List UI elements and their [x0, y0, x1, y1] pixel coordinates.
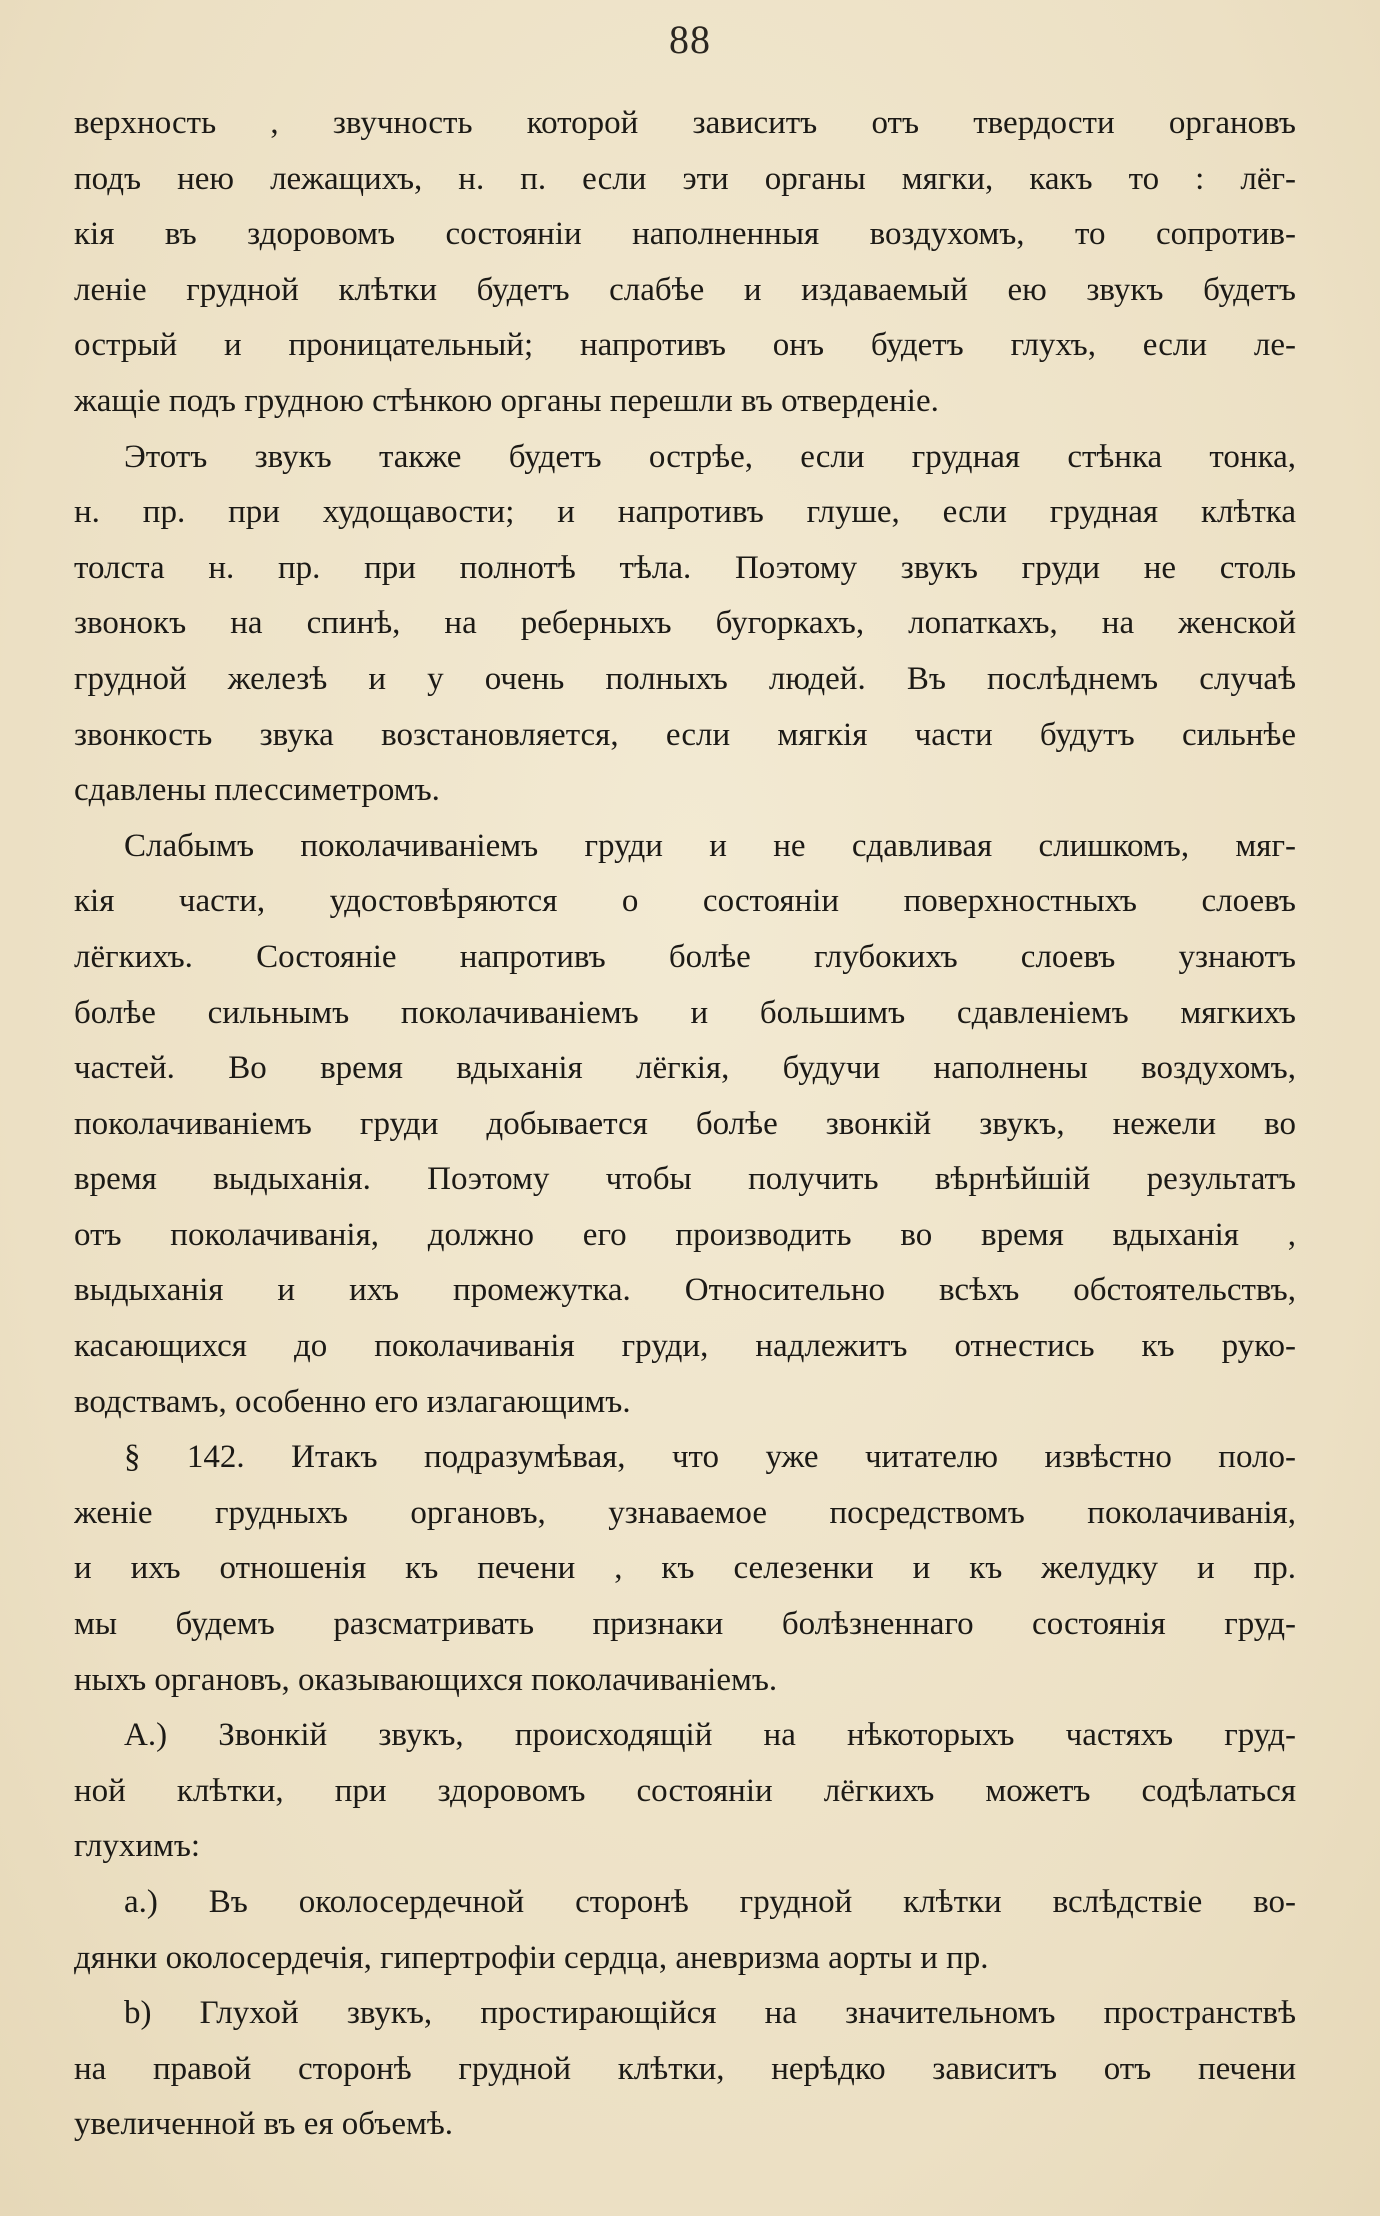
paragraph — [74, 1986, 1296, 2153]
paragraph — [74, 1875, 1296, 1986]
page-number: 88 — [669, 17, 711, 62]
text-line: ныхъ органовъ, оказывающихся поколачиваніемъ. — [74, 1661, 778, 1698]
text-line: кія въ здоровомъ состояніи наполненныя воздухомъ, то сопротив- — [74, 216, 1296, 253]
text-line: a.) Въ околосердечной сторонѣ грудной клѣтки вслѣдствіе во- — [124, 1884, 1296, 1920]
text-line: выдыханія и ихъ промежутка. Относительно всѣхъ обстоятельствъ, — [74, 1272, 1296, 1309]
text-line: Слабымъ поколачиваніемъ груди и не сдавливая слишкомъ, мяг- — [124, 827, 1296, 864]
text-line: мы будемъ разсматривать признаки болѣзненнаго состоянія груд- — [74, 1606, 1296, 1643]
text-line: ной клѣтки, при здоровомъ состояніи лёгкихъ можетъ содѣлаться — [74, 1772, 1296, 1809]
paragraph — [74, 430, 1296, 819]
text-line: глухимъ: — [74, 1828, 201, 1865]
text-line: водствамъ, особенно его излагающимъ. — [74, 1383, 631, 1420]
text-line: звонокъ на спинѣ, на реберныхъ бугоркахъ, лопаткахъ, на женской — [74, 605, 1296, 642]
text-line: острый и проницательный; напротивъ онъ будетъ глухъ, если ле- — [74, 327, 1296, 364]
text-line: поколачиваніемъ груди добывается болѣе звонкій звукъ, нежели во — [74, 1105, 1296, 1142]
text-line: время выдыханія. Поэтому чтобы получить вѣрнѣйшій результатъ — [74, 1161, 1296, 1198]
text-line: леніе грудной клѣтки будетъ слабѣе и издаваемый ею звукъ будетъ — [74, 271, 1296, 308]
text-line: частей. Во время вдыханія лёгкія, будучи наполнены воздухомъ, — [74, 1050, 1296, 1087]
text-line: § 142. Итакъ подразумѣвая, что уже читателю извѣстно поло- — [124, 1439, 1296, 1476]
text-line: толста н. пр. при полнотѣ тѣла. Поэтому звукъ груди не столь — [74, 549, 1296, 586]
paragraph — [74, 1430, 1296, 1708]
paragraph — [74, 96, 1296, 430]
text-line: лёгкихъ. Состояніе напротивъ болѣе глубокихъ слоевъ узнаютъ — [74, 938, 1296, 975]
text-line: отъ поколачиванія, должно его производить во время вдыханія , — [74, 1216, 1296, 1253]
text-line: кія части, удостовѣряются о состояніи поверхностныхъ слоевъ — [74, 883, 1296, 920]
text-line: и ихъ отношенія къ печени , къ селезенки и къ желудку и пр. — [74, 1550, 1296, 1587]
text-line: звонкость звука возстановляется, если мягкія части будутъ сильнѣе — [74, 716, 1296, 753]
text-line: жащіе подъ грудною стѣнкою органы перешли въ отверденіе. — [74, 382, 939, 419]
text-line: дянки околосердечія, гипертрофіи сердца, аневризма аорты и пр. — [74, 1939, 989, 1976]
text-line: сдавлены плессиметромъ. — [74, 772, 440, 809]
paragraph — [74, 1708, 1296, 1875]
text-line: подъ нею лежащихъ, н. п. если эти органы мягки, какъ то : лёг- — [74, 160, 1296, 197]
text-line: н. пр. при худощавости; и напротивъ глуше, если грудная клѣтка — [74, 494, 1296, 531]
paragraph — [74, 819, 1296, 1431]
text-line: b) Глухой звукъ, простирающійся на значительномъ пространствѣ — [124, 1995, 1296, 2032]
page-text — [74, 96, 1296, 2153]
text-line: Этотъ звукъ также будетъ острѣе, если грудная стѣнка тонка, — [124, 438, 1296, 475]
text-line: касающихся до поколачиванія груди, надлежитъ отнестись къ руко- — [74, 1328, 1296, 1365]
text-line: верхность , звучность которой зависитъ отъ твердости органовъ — [74, 105, 1296, 141]
text-line: болѣе сильнымъ поколачиваніемъ и большимъ сдавленіемъ мягкихъ — [74, 994, 1296, 1031]
text-line: увеличенной въ ея объемѣ. — [74, 2106, 454, 2143]
text-line: грудной железѣ и у очень полныхъ людей. Въ послѣднемъ случаѣ — [74, 660, 1296, 697]
text-line: A.) Звонкій звукъ, происходящій на нѣкоторыхъ частяхъ груд- — [124, 1717, 1296, 1754]
text-line: на правой сторонѣ грудной клѣтки, нерѣдко зависитъ отъ печени — [74, 2050, 1296, 2087]
text-line: женіе грудныхъ органовъ, узнаваемое посредствомъ поколачиванія, — [74, 1494, 1296, 1531]
